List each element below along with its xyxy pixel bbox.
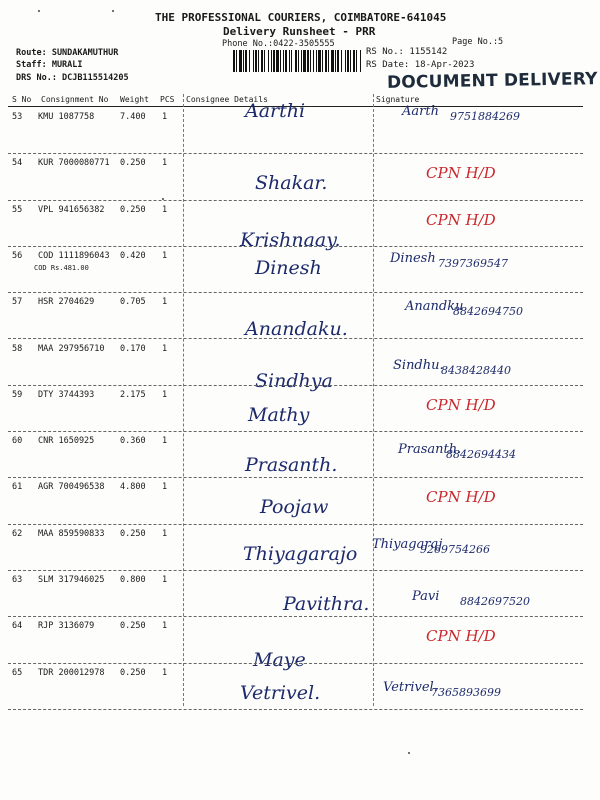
col-weight: Weight	[120, 95, 149, 104]
recipient-signature: Vetrivel.	[383, 679, 438, 695]
serial-number: 56	[12, 250, 23, 261]
col-sno: S No	[12, 95, 32, 104]
serial-number: 64	[12, 621, 23, 632]
consignment-number: DTY 3744393	[38, 389, 95, 400]
serial-number: 59	[12, 389, 23, 400]
scan-speck	[408, 752, 410, 754]
pieces-count: 1	[162, 621, 168, 632]
weight-value: 0.705	[120, 297, 146, 308]
recipient-phone: 7397369547	[438, 256, 508, 270]
weight-value: 0.420	[120, 250, 146, 261]
serial-number: 54	[12, 158, 23, 169]
weight-value: 0.360	[120, 436, 146, 447]
pieces-count: 1	[162, 389, 168, 400]
weight-value: 2.175	[120, 389, 146, 400]
recipient-phone: 8438428440	[441, 363, 511, 377]
consignee-signature-name: Pavithra.	[283, 593, 370, 615]
table-row	[8, 571, 583, 617]
consignment-number: MAA 297956710	[38, 343, 105, 354]
pieces-count: 1	[162, 528, 168, 539]
consignee-signature-name: Thiyagarajo	[243, 542, 358, 565]
table-row	[8, 154, 583, 200]
drs-number: DRS No.: DCJB115514205	[16, 73, 129, 83]
pieces-count: 1	[162, 297, 168, 308]
serial-number: 61	[12, 482, 23, 493]
table-row	[8, 525, 583, 571]
consignee-signature-name: Prasanth.	[245, 454, 338, 477]
serial-number: 58	[12, 343, 23, 354]
col-consignee: Consignee Details	[186, 95, 268, 104]
consignment-number: AGR 700496538	[38, 482, 105, 493]
consignee-signature-name: Vetrivel.	[240, 681, 321, 704]
consignment-number: SLM 317946025	[38, 575, 105, 585]
recipient-signature: Aarth	[402, 104, 439, 119]
weight-value: 0.250	[120, 667, 146, 678]
consignee-signature-name: Shakar.	[255, 172, 328, 195]
scan-speck	[162, 198, 164, 200]
serial-number: 53	[12, 112, 23, 122]
weight-value: 0.250	[120, 528, 146, 539]
recipient-signature: Prasanth.	[398, 442, 462, 458]
serial-number: 63	[12, 575, 23, 585]
consignee-signature-name: Poojaw	[260, 496, 329, 519]
rs-number: RS No.: 1155142	[366, 47, 448, 57]
recipient-signature: Pavi	[412, 589, 440, 604]
recipient-phone: 8842697520	[460, 595, 530, 608]
pieces-count: 1	[162, 204, 168, 215]
consignee-signature-name: Sindhya	[255, 369, 333, 392]
cod-amount: COD Rs.481.00	[34, 263, 89, 272]
consignment-number: HSR 2704629	[38, 297, 95, 308]
serial-number: 62	[12, 528, 23, 539]
recipient-phone: 9269754266	[420, 542, 490, 556]
phone-number: Phone No.:0422-3505555	[222, 39, 335, 49]
handed-over-mark: CPN H/D	[426, 210, 496, 229]
weight-value: 0.250	[120, 204, 146, 215]
table-row	[8, 100, 583, 154]
runsheet-title: Delivery Runsheet - PRR	[223, 25, 376, 38]
serial-number: 55	[12, 204, 23, 215]
barcode	[233, 50, 361, 72]
consignee-signature-name: Aarthi	[245, 100, 306, 122]
recipient-phone: 8842694434	[446, 448, 516, 462]
scan-speck	[38, 10, 40, 12]
pieces-count: 1	[162, 436, 168, 447]
col-pcs: PCS	[160, 95, 175, 104]
consignee-signature-name: Mathy	[248, 403, 310, 426]
table-row	[8, 201, 583, 251]
recipient-phone: 8842694750	[453, 305, 523, 319]
page-number: Page No.:5	[452, 37, 504, 47]
consignment-number: KMU 1087758	[38, 112, 95, 122]
handed-over-mark: CPN H/D	[426, 488, 496, 507]
consignment-number: RJP 3136079	[38, 621, 95, 632]
recipient-signature: Sindhu.	[393, 357, 444, 373]
staff-label: Staff: MURALI	[16, 60, 83, 70]
pieces-count: 1	[162, 482, 168, 493]
consignment-number: COD 1111896043	[38, 250, 110, 261]
handed-over-mark: CPN H/D	[426, 164, 496, 183]
weight-value: 0.170	[120, 343, 146, 354]
consignment-number: MAA 859590833	[38, 528, 105, 539]
table-row	[8, 386, 583, 432]
consignee-signature-name: Dinesh	[255, 256, 322, 279]
col-signature: Signature	[376, 95, 420, 104]
weight-value: 0.250	[120, 621, 146, 632]
company-title: THE PROFESSIONAL COURIERS, COIMBATORE-641045	[155, 11, 447, 24]
recipient-signature: Anandku	[405, 299, 464, 315]
recipient-signature: Dinesh	[390, 250, 436, 266]
table-row	[8, 293, 583, 339]
route-label: Route: SUNDAKAMUTHUR	[16, 48, 119, 58]
consignee-signature-name: Anandaku.	[245, 318, 348, 341]
pieces-count: 1	[162, 575, 168, 585]
consignment-number: CNR 1650925	[38, 436, 95, 447]
scan-speck	[112, 10, 114, 12]
consignee-signature-name: Maye	[253, 649, 306, 672]
serial-number: 57	[12, 297, 23, 308]
weight-value: 7.400	[120, 112, 146, 122]
document-delivery-stamp: DOCUMENT DELIVERY	[386, 69, 598, 93]
pieces-count: 1	[162, 667, 168, 678]
table-row	[8, 247, 583, 293]
recipient-signature: Thiyagaraj	[372, 536, 443, 552]
weight-value: 0.800	[120, 575, 146, 585]
recipient-phone: 7365893699	[431, 685, 501, 699]
table-row	[8, 617, 583, 672]
table-row	[8, 340, 583, 392]
consignee-signature-name: Krishnaay.	[240, 228, 341, 251]
consignment-number: KUR 7000080771	[38, 158, 110, 169]
table-row	[8, 478, 583, 524]
handed-over-mark: CPN H/D	[426, 627, 496, 646]
recipient-phone: 9751884269	[450, 110, 520, 123]
rs-date: RS Date: 18-Apr-2023	[366, 60, 475, 70]
table-row	[8, 664, 583, 710]
row-divider	[8, 709, 583, 710]
weight-value: 0.250	[120, 158, 146, 169]
pieces-count: 1	[162, 112, 168, 122]
serial-number: 60	[12, 436, 23, 447]
serial-number: 65	[12, 667, 23, 678]
table-row	[8, 432, 583, 478]
handed-over-mark: CPN H/D	[426, 395, 496, 414]
col-consignment: Consignment No	[41, 95, 109, 104]
pieces-count: 1	[162, 343, 168, 354]
consignment-number: TDR 200012978	[38, 667, 105, 678]
pieces-count: 1	[162, 250, 168, 261]
pieces-count: 1	[162, 158, 168, 169]
weight-value: 4.800	[120, 482, 146, 493]
consignment-number: VPL 941656382	[38, 204, 105, 215]
